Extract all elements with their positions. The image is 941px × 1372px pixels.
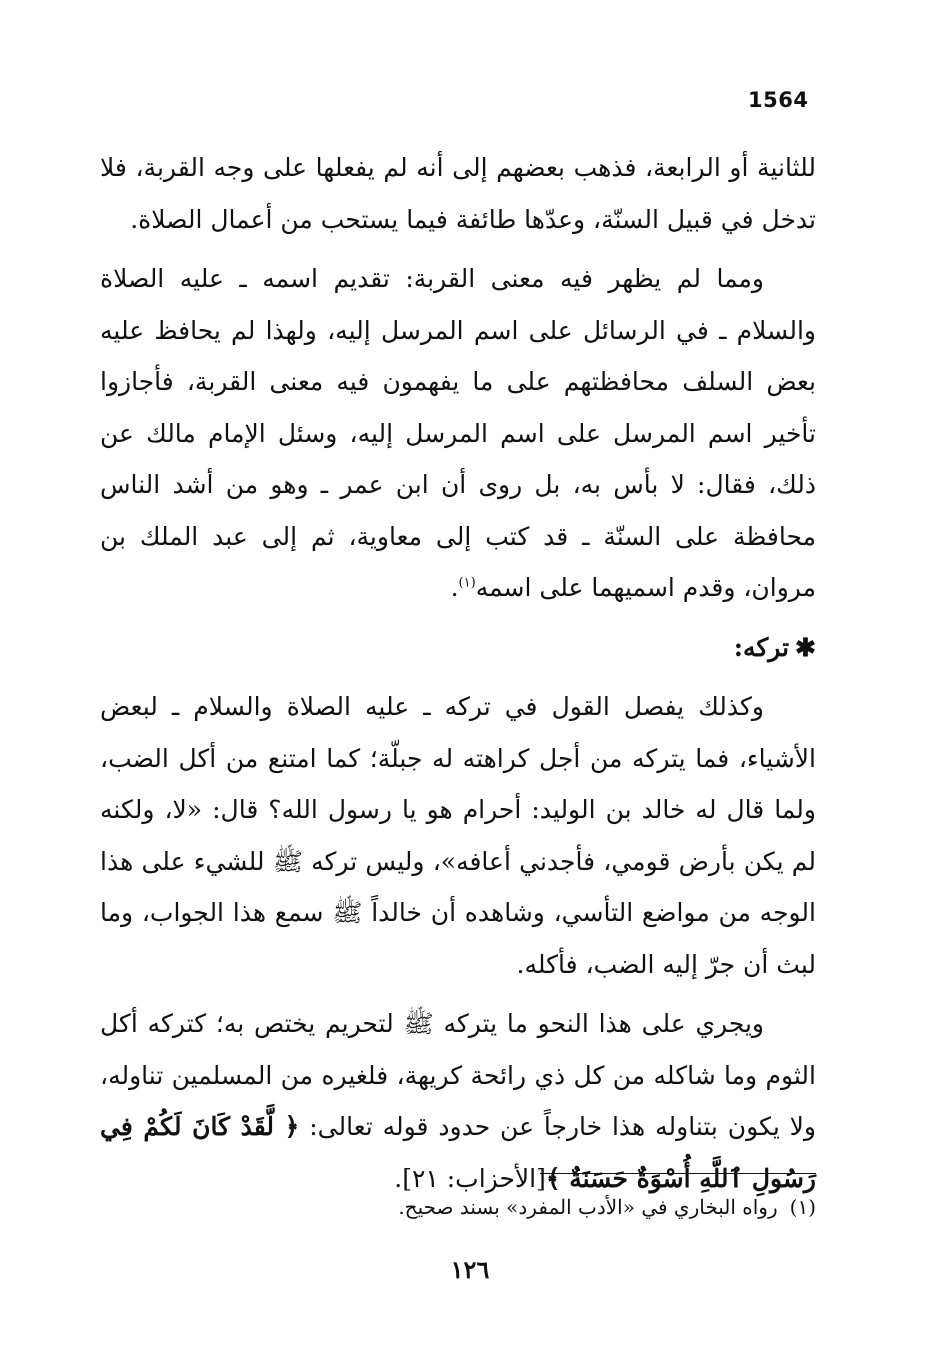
page-number-top: 1564: [748, 88, 809, 112]
paragraph-2-end: .: [450, 573, 459, 602]
asterisk-icon: ✱: [795, 632, 816, 662]
footnote-reference[interactable]: (١): [458, 575, 476, 591]
section-heading-text: تركه:: [733, 632, 790, 662]
paragraph-3: وكذلك يفصل القول في تركه ـ عليه الصلاة والسلام ـ لبعض الأشياء، فما يتركه من أجل كراهته له جبلّة؛ كما امتنع من أكل الضب، ولما قال له خالد بن الوليد: أحرام هو يا رسول الله؟ قال: «لا، ولكنه لم يكن بأرض قومي، فأجدني أعافه»، وليس تركه ﷺ للشيء على هذا الوجه من مواضع التأسي، وشاهده أن خالداً ﷺ سمع هذا الجواب، وما لبث أن جرّ إليه الضب، فأكله.: [100, 692, 816, 979]
paragraph-2: [100, 253, 816, 614]
paragraph-1: للثانية أو الرابعة، فذهب بعضهم إلى أنه لم يفعلها على وجه القربة، فلا تدخل في قبيل السنّة، وعدّها طائفة فيما يستحب من أعمال الصلاة.: [100, 153, 816, 234]
page-number-bottom: ١٢٦: [450, 1255, 490, 1284]
footnote-divider: [540, 1173, 816, 1174]
quran-verse: ﴿ لَّقَدْ كَانَ لَكُمْ فِي رَسُولِ ٱللَّهِ أُسْوَةٌ حَسَنَةٌ ﴾: [100, 1112, 816, 1193]
paragraph-2-text: ومما لم يظهر فيه معنى القربة: تقديم اسمه ـ عليه الصلاة والسلام ـ في الرسائل على اسم المرسل إليه، ولهذا لم يحافظ عليه بعض السلف محافظتهم على ما يفهمون فيه معنى القربة، فأجازوا تأخير اسم المرسل على اسم المرسل إليه، وسئل الإمام مالك عن ذلك، فقال: لا بأس به، بل روى أن ابن عمر ـ وهو من أشد الناس محافظة على السنّة ـ قد كتب إلى معاوية، ثم إلى عبد الملك بن مروان، وقدم اسميهما على اسمه: [100, 264, 816, 602]
section-heading: [100, 622, 816, 674]
verse-reference: [الأحزاب: ٢١].: [394, 1163, 546, 1193]
footnote: [300, 1190, 816, 1224]
footnote-text: رواه البخاري في «الأدب المفرد» بسند صحيح.: [398, 1195, 778, 1219]
paragraph-4-text: ويجري على هذا النحو ما يتركه ﷺ لتحريم يختص به؛ كتركه أكل الثوم وما شاكله من كل ذي رائحة كريهة، فلغيره من المسلمين تناوله، ولا يكون بتناوله هذا خارجاً عن حدود قوله تعالى:: [100, 1009, 817, 1141]
footnote-number: (١): [789, 1195, 816, 1219]
main-text: [100, 142, 816, 1212]
